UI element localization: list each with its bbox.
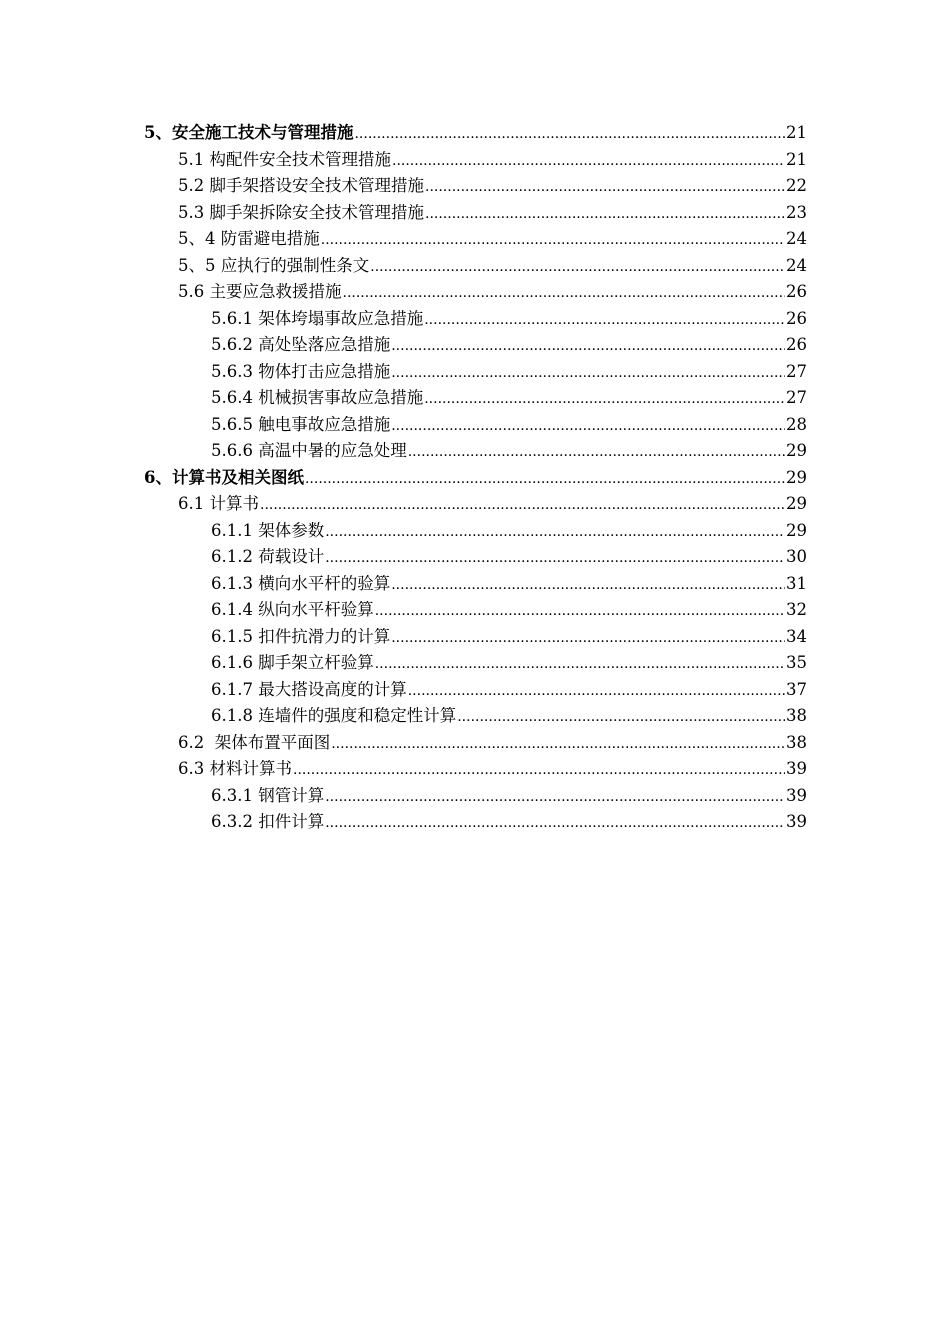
toc-dot-leader [457, 703, 785, 730]
toc-entry[interactable] [211, 624, 806, 651]
toc-entry[interactable] [211, 597, 806, 624]
toc-entry-page-number: 31 [786, 573, 807, 593]
toc-dot-leader [391, 412, 785, 439]
toc-dot-leader [260, 491, 785, 518]
toc-dot-leader [425, 173, 785, 200]
toc-dot-leader [325, 544, 785, 571]
toc-dot-leader [293, 756, 785, 783]
toc-dot-leader [325, 518, 785, 545]
toc-entry[interactable] [144, 465, 806, 492]
toc-entry-page-number: 26 [786, 308, 807, 328]
toc-entry-label: 6.1.6 脚手架立杆验算 [211, 653, 374, 672]
toc-entry[interactable] [211, 359, 806, 386]
toc-entry-page-number: 29 [786, 441, 807, 460]
toc-entry-page-number: 24 [786, 229, 807, 248]
toc-entry[interactable] [178, 200, 806, 227]
toc-dot-leader [391, 332, 785, 359]
toc-dot-leader [424, 385, 785, 412]
toc-entry-page-number: 35 [786, 653, 807, 672]
toc-entry[interactable] [178, 173, 806, 200]
toc-entry-page-number: 21 [786, 123, 807, 142]
toc-entry[interactable] [211, 571, 806, 598]
toc-dot-leader [305, 465, 785, 492]
toc-dot-leader [325, 809, 785, 836]
toc-dot-leader [392, 147, 785, 174]
toc-dot-leader [375, 597, 785, 624]
toc-entry[interactable] [178, 147, 806, 174]
toc-entry-page-number: 21 [786, 149, 807, 169]
toc-entry-label: 5.6.2 高处坠落应急措施 [211, 335, 391, 354]
toc-entry-label: 5.6.3 物体打击应急措施 [211, 361, 391, 381]
toc-entry-label: 6.1 计算书 [178, 494, 259, 513]
toc-entry-page-number: 34 [786, 626, 807, 646]
toc-entry-page-number: 27 [786, 388, 807, 407]
toc-entry-page-number: 30 [786, 547, 807, 566]
toc-dot-leader [354, 120, 785, 147]
toc-entry-label: 6.1.7 最大搭设高度的计算 [211, 679, 407, 699]
toc-entry[interactable] [211, 438, 806, 465]
toc-entry[interactable] [178, 226, 806, 253]
toc-entry[interactable] [178, 253, 806, 280]
toc-entry-label: 6、计算书及相关图纸 [144, 467, 304, 487]
toc-dot-leader [425, 200, 785, 227]
toc-entry-page-number: 24 [786, 255, 807, 275]
toc-entry-page-number: 29 [786, 520, 807, 540]
toc-entry-label: 5.3 脚手架拆除安全技术管理措施 [178, 202, 424, 222]
toc-entry-page-number: 38 [786, 732, 807, 752]
toc-entry-page-number: 29 [786, 467, 807, 487]
toc-entry[interactable] [211, 385, 806, 412]
toc-entry-label: 6.3.2 扣件计算 [211, 812, 325, 831]
toc-dot-leader [408, 677, 785, 704]
toc-dot-leader [370, 253, 785, 280]
toc-entry-page-number: 29 [786, 494, 807, 513]
toc-entry-label: 6.1.1 架体参数 [211, 520, 325, 540]
toc-entry-label: 5.6 主要应急救援措施 [178, 282, 342, 301]
toc-entry[interactable] [211, 412, 806, 439]
toc-entry-page-number: 38 [786, 706, 807, 725]
toc-entry[interactable] [211, 306, 806, 333]
toc-dot-leader [321, 226, 785, 253]
toc-entry[interactable] [178, 756, 806, 783]
toc-entry[interactable] [211, 544, 806, 571]
toc-entry-label: 5.6.1 架体垮塌事故应急措施 [211, 308, 424, 328]
toc-entry-label: 5、4 防雷避电措施 [178, 229, 320, 248]
toc-dot-leader [375, 650, 785, 677]
toc-entry[interactable] [211, 518, 806, 545]
toc-entry-page-number: 23 [786, 202, 807, 222]
toc-list [0, 120, 806, 836]
toc-entry-label: 6.1.2 荷载设计 [211, 547, 325, 566]
toc-entry[interactable] [178, 730, 806, 757]
toc-entry[interactable] [211, 650, 806, 677]
toc-entry[interactable] [178, 491, 806, 518]
toc-entry-label: 5.6.5 触电事故应急措施 [211, 414, 391, 434]
toc-entry-page-number: 37 [786, 679, 807, 699]
toc-entry-label: 5、5 应执行的强制性条文 [178, 255, 370, 275]
toc-entry-label: 5.1 构配件安全技术管理措施 [178, 149, 391, 169]
toc-entry[interactable] [211, 677, 806, 704]
toc-entry-label: 6.3 材料计算书 [178, 759, 292, 778]
toc-entry-label: 6.1.8 连墙件的强度和稳定性计算 [211, 706, 457, 725]
toc-entry-label: 5、安全施工技术与管理措施 [144, 123, 354, 142]
toc-dot-leader [408, 438, 785, 465]
toc-entry-label: 6.1.4 纵向水平杆验算 [211, 600, 374, 619]
toc-entry-page-number: 39 [786, 812, 807, 831]
toc-dot-leader [325, 783, 785, 810]
toc-entry-label: 5.6.6 高温中暑的应急处理 [211, 441, 407, 460]
toc-entry-label: 5.6.4 机械损害事故应急措施 [211, 388, 424, 407]
toc-entry-page-number: 39 [786, 759, 807, 778]
table-of-contents [0, 120, 950, 836]
toc-dot-leader [424, 306, 785, 333]
toc-entry-label: 6.1.3 横向水平杆的验算 [211, 573, 391, 593]
toc-entry-page-number: 32 [786, 600, 807, 619]
toc-entry[interactable] [178, 279, 806, 306]
toc-entry-page-number: 22 [786, 176, 807, 195]
toc-entry[interactable] [211, 703, 806, 730]
toc-entry-label: 5.2 脚手架搭设安全技术管理措施 [178, 176, 424, 195]
toc-entry[interactable] [211, 783, 806, 810]
toc-entry-label: 6.1.5 扣件抗滑力的计算 [211, 626, 391, 646]
toc-entry[interactable] [144, 120, 806, 147]
toc-dot-leader [343, 279, 786, 306]
toc-entry-label: 6.2 架体布置平面图 [178, 732, 331, 752]
toc-entry[interactable] [211, 809, 806, 836]
toc-dot-leader [391, 624, 785, 651]
toc-dot-leader [331, 730, 785, 757]
toc-entry[interactable] [211, 332, 806, 359]
toc-entry-page-number: 27 [786, 361, 807, 381]
toc-entry-label: 6.3.1 钢管计算 [211, 785, 325, 805]
toc-entry-page-number: 39 [786, 785, 807, 805]
toc-dot-leader [391, 359, 785, 386]
toc-dot-leader [391, 571, 785, 598]
toc-entry-page-number: 26 [786, 335, 807, 354]
toc-entry-page-number: 28 [786, 414, 807, 434]
toc-entry-page-number: 26 [786, 282, 807, 301]
